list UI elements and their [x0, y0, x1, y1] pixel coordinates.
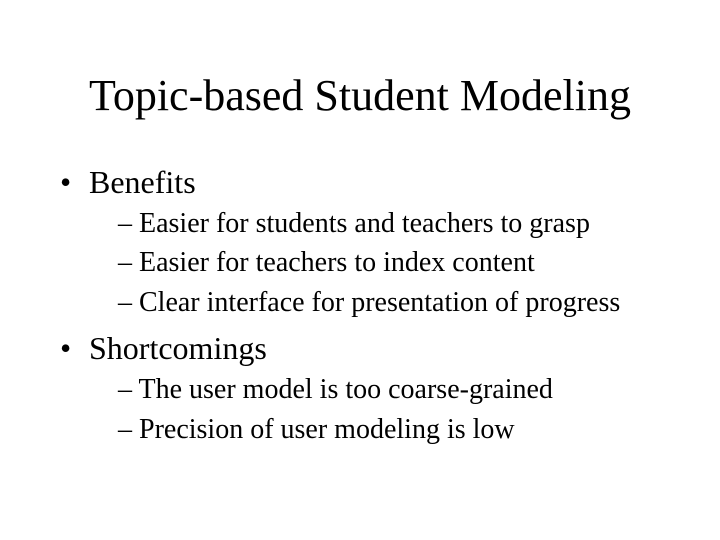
sub-bullet-item: – Precision of user modeling is low — [118, 414, 515, 445]
bullet-heading-benefits: Benefits — [89, 164, 196, 200]
bullet-marker: • — [60, 164, 72, 200]
sub-bullet-item: – Clear interface for presentation of progress — [118, 287, 621, 318]
slide-title: Topic-based Student Modeling — [89, 71, 631, 120]
bullet-benefits — [60, 162, 196, 202]
sub-bullet-item: – The user model is too coarse-grained — [118, 374, 553, 405]
bullet-marker: • — [60, 330, 72, 366]
sub-bullet-item: – Easier for teachers to index content — [118, 247, 535, 278]
bullet-heading-shortcomings: Shortcomings — [89, 330, 267, 366]
bullet-shortcomings — [60, 328, 267, 368]
sub-bullet-item: – Easier for students and teachers to grasp — [118, 208, 590, 239]
